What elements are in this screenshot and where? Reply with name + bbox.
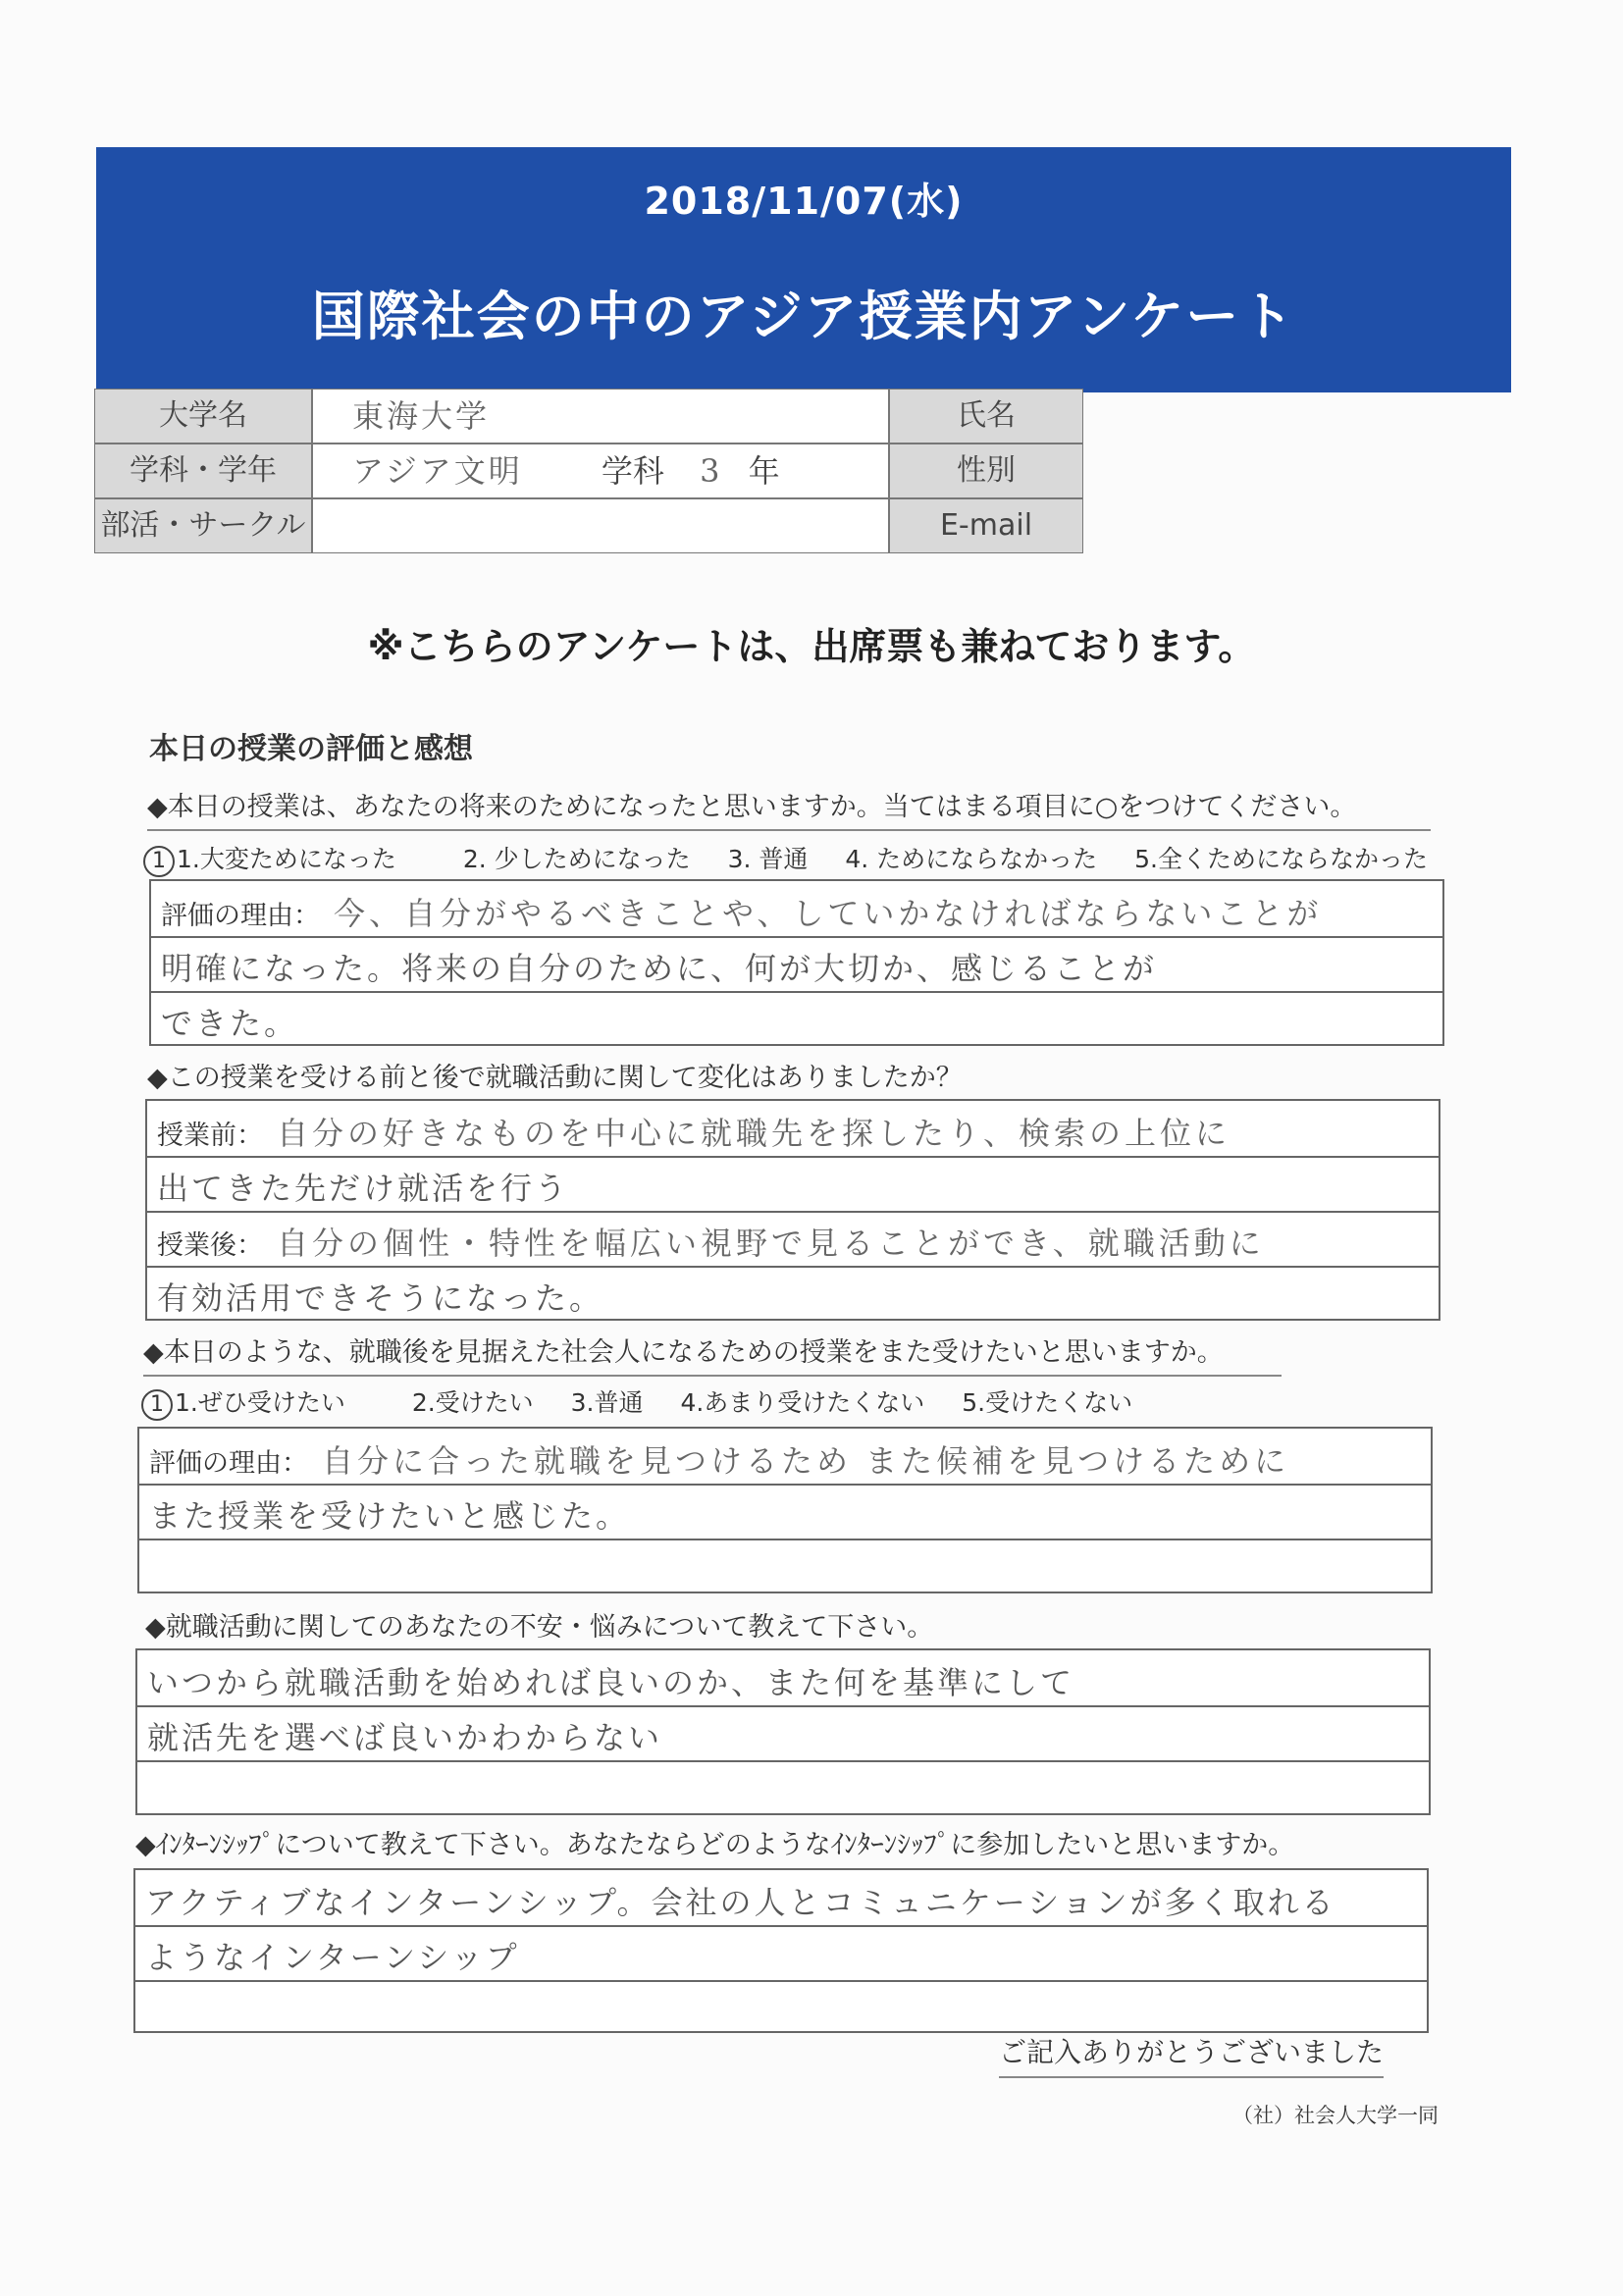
ruled-line <box>147 1211 1439 1213</box>
q2-before-line-2: 出てきた先だけ就活を行う <box>157 1170 570 1207</box>
gender-label: 性別 <box>889 444 1083 498</box>
q2-after-label: 授業後： <box>157 1230 263 1261</box>
q5-answer-box[interactable] <box>133 1868 1429 2033</box>
q4-question: ◆就職活動に関してのあなたの不安・悩みについて教えて下さい。 <box>145 1612 934 1643</box>
q1-choice-2[interactable]: 2. 少しためになった <box>462 845 691 873</box>
section-title: 本日の授業の評価と感想 <box>149 732 473 766</box>
q1-reason-box[interactable] <box>149 879 1444 1046</box>
dept-fixed-label: 学科 <box>601 452 664 490</box>
selected-circle-mark: 1 <box>141 1389 173 1421</box>
q3-reason-line-2: また授業を受けたいと感じた。 <box>149 1497 631 1535</box>
ruled-line <box>139 1484 1431 1486</box>
club-field[interactable] <box>312 498 889 553</box>
q3-reason-line-1: 評価の理由： 自分に合った就職を見つけるため また候補を見つけるために <box>149 1442 1290 1480</box>
q5-answer-line-1: アクティブなインターンシップ。会社の人とコミュニケーションが多く取れる <box>145 1884 1336 1921</box>
survey-date: 2018/11/07(水) <box>644 180 964 223</box>
q3-choice-3[interactable]: 3.普通 <box>570 1388 644 1417</box>
q1-choice-5[interactable]: 5.全くためにならなかった <box>1134 845 1428 873</box>
ruled-line <box>139 1539 1431 1540</box>
q4-answer-line-1: いつから就職活動を始めれば良いのか、また何を基準にして <box>147 1664 1075 1701</box>
dept-field[interactable] <box>312 444 889 498</box>
q2-before-label: 授業前： <box>157 1121 263 1151</box>
q5-question: ◆ｲﾝﾀｰﾝｼｯﾌﾟについて教えて下さい。あなたならどのようなｲﾝﾀｰﾝｼｯﾌﾟに参加したいと思いますか。 <box>135 1830 1295 1860</box>
q3-choice-2[interactable]: 2.受けたい <box>411 1388 534 1417</box>
q1-reason-line-1: 評価の理由： 今、自分がやるべきことや、していかなければならないことが <box>161 895 1323 932</box>
selected-circle-mark: 1 <box>143 846 175 877</box>
q1-question: ◆本日の授業は、あなたの将来のためになったと思いますか。当てはまる項目に○をつけてください。 <box>147 785 1431 831</box>
q3-choice-1[interactable]: 1 1.ぜひ受けたい <box>141 1388 375 1417</box>
q1-choices <box>143 840 1457 877</box>
q2-after-line-1: 授業後： 自分の個性・特性を幅広い視野で見ることができ、就職活動に <box>157 1225 1265 1262</box>
ruled-line <box>137 1705 1429 1707</box>
ruled-line <box>135 1925 1427 1927</box>
thanks-message: ご記入ありがとうございました <box>999 2031 1384 2078</box>
dept-value: アジア文明 <box>352 452 523 490</box>
q2-after-line-2: 有効活用できそうになった。 <box>157 1279 604 1317</box>
q4-answer-line-2: 就活先を選べば良いかわからない <box>147 1719 663 1756</box>
q4-answer-box[interactable] <box>135 1648 1431 1815</box>
q2-question: ◆この授業を受ける前と後で就職活動に関して変化はありましたか？ <box>147 1063 963 1093</box>
university-value: 東海大学 <box>352 397 491 435</box>
signature: （社）社会人大学一同 <box>1232 2104 1439 2127</box>
ruled-line <box>151 991 1442 993</box>
q3-choices <box>141 1383 1162 1421</box>
q3-question: ◆本日のような、就職後を見据えた社会人になるための授業をまた受けたいと思いますか。 <box>143 1331 1282 1377</box>
ruled-line <box>147 1156 1439 1158</box>
dept-label: 学科・学年 <box>94 444 312 498</box>
ruled-line <box>135 1980 1427 1982</box>
university-label: 大学名 <box>94 389 312 444</box>
q3-choice-5[interactable]: 5.受けたくない <box>962 1388 1133 1417</box>
q5-answer-line-2: ようなインターンシップ <box>145 1939 520 1976</box>
ruled-line <box>147 1266 1439 1268</box>
q1-choice-4[interactable]: 4. ためにならなかった <box>845 845 1098 873</box>
q3-choice-4[interactable]: 4.あまり受けたくない <box>680 1388 925 1417</box>
q2-answer-box[interactable] <box>145 1099 1440 1321</box>
club-label: 部活・サークル <box>94 498 312 553</box>
university-field[interactable] <box>312 389 889 444</box>
q1-reason-label: 評価の理由： <box>161 901 320 931</box>
attendance-notice: ※こちらのアンケートは、出席票も兼ねております。 <box>367 625 1256 668</box>
email-label: E-mail <box>889 498 1083 553</box>
q1-choice-3[interactable]: 3. 普通 <box>727 845 809 873</box>
q1-reason-line-2: 明確になった。将来の自分のために、何が大切か、感じることが <box>161 950 1158 987</box>
grade-value: 3 <box>700 452 723 490</box>
survey-title: 国際社会の中のアジア授業内アンケート <box>311 286 1296 347</box>
header-banner <box>96 147 1511 392</box>
q3-reason-label: 評価の理由： <box>149 1448 308 1479</box>
q1-choice-1[interactable]: 1 1.大変ためになった <box>143 845 426 873</box>
q2-before-line-1: 授業前： 自分の好きなものを中心に就職先を探したり、検索の上位に <box>157 1115 1231 1152</box>
q1-reason-line-3: できた。 <box>161 1005 299 1042</box>
ruled-line <box>151 936 1442 938</box>
name-label: 氏名 <box>889 389 1083 444</box>
grade-fixed-label: 年 <box>748 452 780 490</box>
ruled-line <box>137 1760 1429 1762</box>
q3-reason-box[interactable] <box>137 1427 1433 1593</box>
